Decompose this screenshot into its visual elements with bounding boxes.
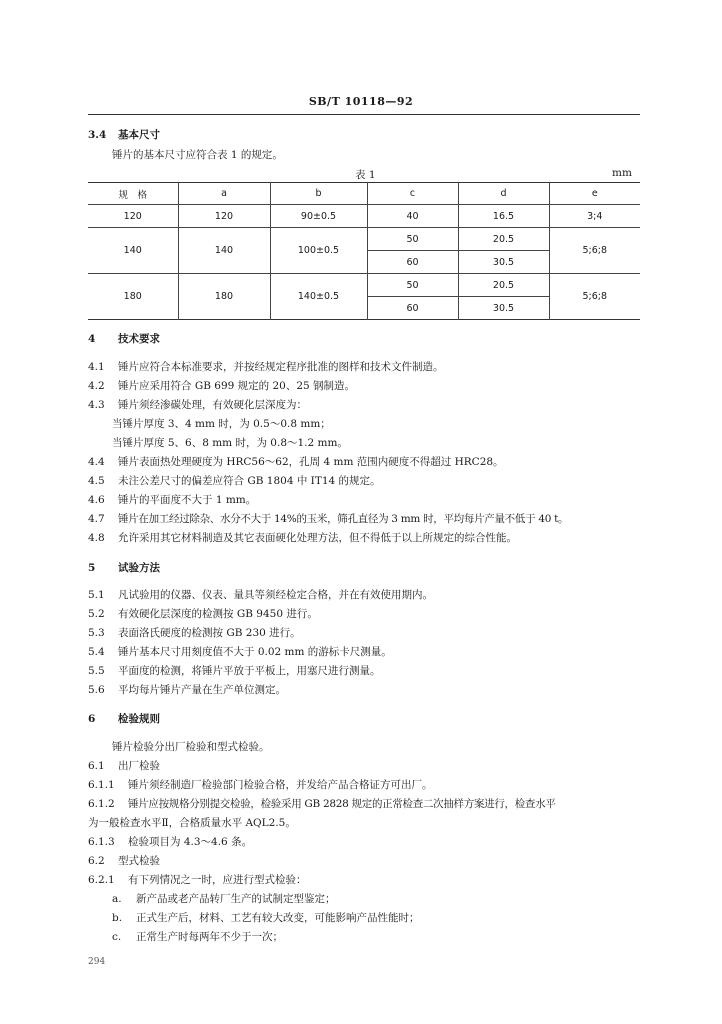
list-text: 正式生产后，材料、工艺有较大改变，可能影响产品性能时；	[136, 912, 420, 924]
cell-e: 3;4	[549, 205, 640, 228]
clause-number: 5.5	[88, 665, 105, 677]
clause-5-5	[88, 663, 381, 678]
clause-number: 6.2.1	[88, 874, 115, 886]
section-3-4-intro: 锤片的基本尺寸应符合表 1 的规定。	[112, 149, 283, 161]
header-c: c	[367, 183, 458, 205]
cell-spec: 180	[88, 274, 178, 320]
header-rule	[88, 114, 640, 115]
clause-number: 5.3	[88, 627, 105, 639]
table-header-row	[88, 183, 640, 205]
clause-text: 表面洛氏硬度的检测按 GB 230 进行。	[118, 627, 301, 639]
cell-c: 50	[367, 228, 458, 251]
list-text: 新产品或老产品转厂生产的试制定型鉴定；	[136, 893, 336, 905]
list-text: 正常生产时每两年不少于一次；	[136, 931, 283, 943]
clause-6-2-1	[88, 872, 307, 887]
section-6-intro: 锤片检验分出厂检验和型式检验。	[112, 741, 270, 753]
clause-text: 锤片须经渗碳处理，有效硬化层深度为：	[118, 399, 307, 411]
cell-b: 100±0.5	[270, 228, 367, 274]
clause-4-4	[88, 454, 504, 469]
clause-text: 锤片应按规格分别提交检验，检验采用 GB 2828 规定的正常检查二次抽样方案进行，检查水平	[128, 798, 556, 810]
section-title: 检验规则	[118, 713, 160, 725]
cell-d: 16.5	[458, 205, 549, 228]
cell-c: 50	[367, 274, 458, 297]
list-item	[112, 929, 283, 944]
clause-number: 4.1	[88, 361, 105, 373]
clause-4-1	[88, 359, 444, 374]
cell-a: 120	[178, 205, 270, 228]
section-4-heading	[88, 331, 160, 346]
clause-text: 锤片应采用符合 GB 699 规定的 20、25 钢制造。	[118, 380, 356, 392]
cell-e: 5;6;8	[549, 274, 640, 320]
clause-number: 6.1.3	[88, 836, 115, 848]
clause-text: 锤片的平面度不大于 1 mm。	[118, 494, 257, 506]
clause-text: 有下列情况之一时，应进行型式检验：	[128, 874, 307, 886]
table-row	[88, 205, 640, 228]
clause-text: 锤片须经制造厂检验部门检验合格，并发给产品合格证方可出厂。	[128, 779, 433, 791]
section-title: 技术要求	[118, 333, 160, 345]
clause-6-1-3	[88, 834, 252, 849]
cell-c: 60	[367, 251, 458, 274]
section-title: 试验方法	[118, 562, 160, 574]
clause-4-3	[88, 397, 307, 412]
page-number: 294	[88, 957, 106, 967]
clause-number: 4.2	[88, 380, 105, 392]
section-6-heading	[88, 711, 160, 726]
clause-4-3-line-2: 当锤片厚度 5、6、8 mm 时，为 0.8～1.2 mm。	[112, 437, 348, 449]
table-unit: mm	[612, 167, 632, 179]
document-header: SB/T 10118—92	[308, 95, 414, 108]
clause-text: 锤片基本尺寸用刻度值不大于 0.02 mm 的游标卡尺测量。	[118, 646, 392, 658]
clause-text: 型式检验	[118, 855, 160, 867]
clause-number: 5.6	[88, 684, 105, 696]
clause-number: 6.1.1	[88, 779, 115, 791]
clause-text: 锤片应符合本标准要求，并按经规定程序批准的图样和技术文件制造。	[118, 361, 444, 373]
section-3-4-heading	[88, 127, 160, 142]
cell-d: 20.5	[458, 274, 549, 297]
clause-6-1-2	[88, 796, 556, 811]
clause-text: 未注公差尺寸的偏差应符合 GB 1804 中 IT14 的规定。	[118, 475, 381, 487]
section-5-heading	[88, 560, 160, 575]
list-letter: a.	[112, 893, 122, 905]
table-row	[88, 274, 640, 297]
header-b: b	[270, 183, 367, 205]
dimensions-table	[88, 182, 640, 320]
clause-4-8	[88, 530, 517, 545]
clause-number: 4.5	[88, 475, 105, 487]
clause-4-3-line-1: 当锤片厚度 3、4 mm 时，为 0.5～0.8 mm；	[112, 418, 331, 430]
clause-text: 平面度的检测，将锤片平放于平板上，用塞尺进行测量。	[118, 665, 381, 677]
table-caption: 表 1	[355, 169, 376, 181]
clause-5-1	[88, 587, 433, 602]
clause-6-1-2-cont: 为一般检查水平Ⅱ，合格质量水平 AQL2.5。	[88, 817, 296, 829]
clause-number: 5.2	[88, 608, 105, 620]
section-number: 6	[88, 713, 96, 725]
cell-b: 140±0.5	[270, 274, 367, 320]
list-letter: b.	[112, 912, 123, 924]
clause-4-2	[88, 378, 355, 393]
cell-a: 140	[178, 228, 270, 274]
section-number: 5	[88, 562, 96, 574]
clause-number: 4.3	[88, 399, 105, 411]
cell-d: 30.5	[458, 297, 549, 320]
clause-6-1	[88, 758, 160, 773]
clause-5-2	[88, 606, 318, 621]
cell-spec: 140	[88, 228, 178, 274]
clause-5-6	[88, 682, 286, 697]
header-e: e	[549, 183, 640, 205]
clause-text: 锤片在加工经过除杂、水分不大于 14%的玉米，筛孔直径为 3 mm 时，平均每片产量不低于 40 t。	[118, 513, 569, 525]
clause-text: 出厂检验	[118, 760, 160, 772]
clause-5-3	[88, 625, 301, 640]
cell-c: 60	[367, 297, 458, 320]
clause-6-1-1	[88, 777, 433, 792]
clause-number: 4.4	[88, 456, 105, 468]
section-title: 基本尺寸	[118, 129, 160, 141]
list-item	[112, 891, 336, 906]
cell-b: 90±0.5	[270, 205, 367, 228]
list-item	[112, 910, 420, 925]
header-spec: 规 格	[88, 183, 178, 205]
cell-d: 30.5	[458, 251, 549, 274]
cell-spec: 120	[123, 210, 142, 222]
clause-4-5	[88, 473, 381, 488]
table-row	[88, 228, 640, 251]
cell-a: 180	[178, 274, 270, 320]
clause-number: 6.2	[88, 855, 105, 867]
list-letter: c.	[112, 931, 122, 943]
clause-number: 4.7	[88, 513, 105, 525]
header-d: d	[458, 183, 549, 205]
clause-number: 4.8	[88, 532, 105, 544]
clause-text: 锤片表面热处理硬度为 HRC56～62，孔周 4 mm 范围内硬度不得超过 HRC28。	[118, 456, 504, 468]
section-number: 4	[88, 333, 96, 345]
clause-text: 允许采用其它材料制造及其它表面硬化处理方法，但不得低于以上所规定的综合性能。	[118, 532, 517, 544]
clause-6-2	[88, 853, 160, 868]
section-number: 3.4	[88, 129, 107, 141]
clause-text: 平均每片锤片产量在生产单位测定。	[118, 684, 286, 696]
clause-text: 检验项目为 4.3～4.6 条。	[128, 836, 253, 848]
clause-number: 4.6	[88, 494, 105, 506]
header-a: a	[178, 183, 270, 205]
clause-5-4	[88, 644, 392, 659]
clause-number: 5.4	[88, 646, 105, 658]
clause-number: 5.1	[88, 589, 105, 601]
cell-c: 40	[367, 205, 458, 228]
clause-text: 有效硬化层深度的检测按 GB 9450 进行。	[118, 608, 318, 620]
clause-number: 6.1	[88, 760, 105, 772]
cell-d: 20.5	[458, 228, 549, 251]
clause-4-6	[88, 492, 256, 507]
clause-number: 6.1.2	[88, 798, 115, 810]
clause-4-7	[88, 511, 568, 526]
clause-text: 凡试验用的仪器、仪表、量具等须经检定合格，并在有效使用期内。	[118, 589, 433, 601]
cell-e: 5;6;8	[549, 228, 640, 274]
